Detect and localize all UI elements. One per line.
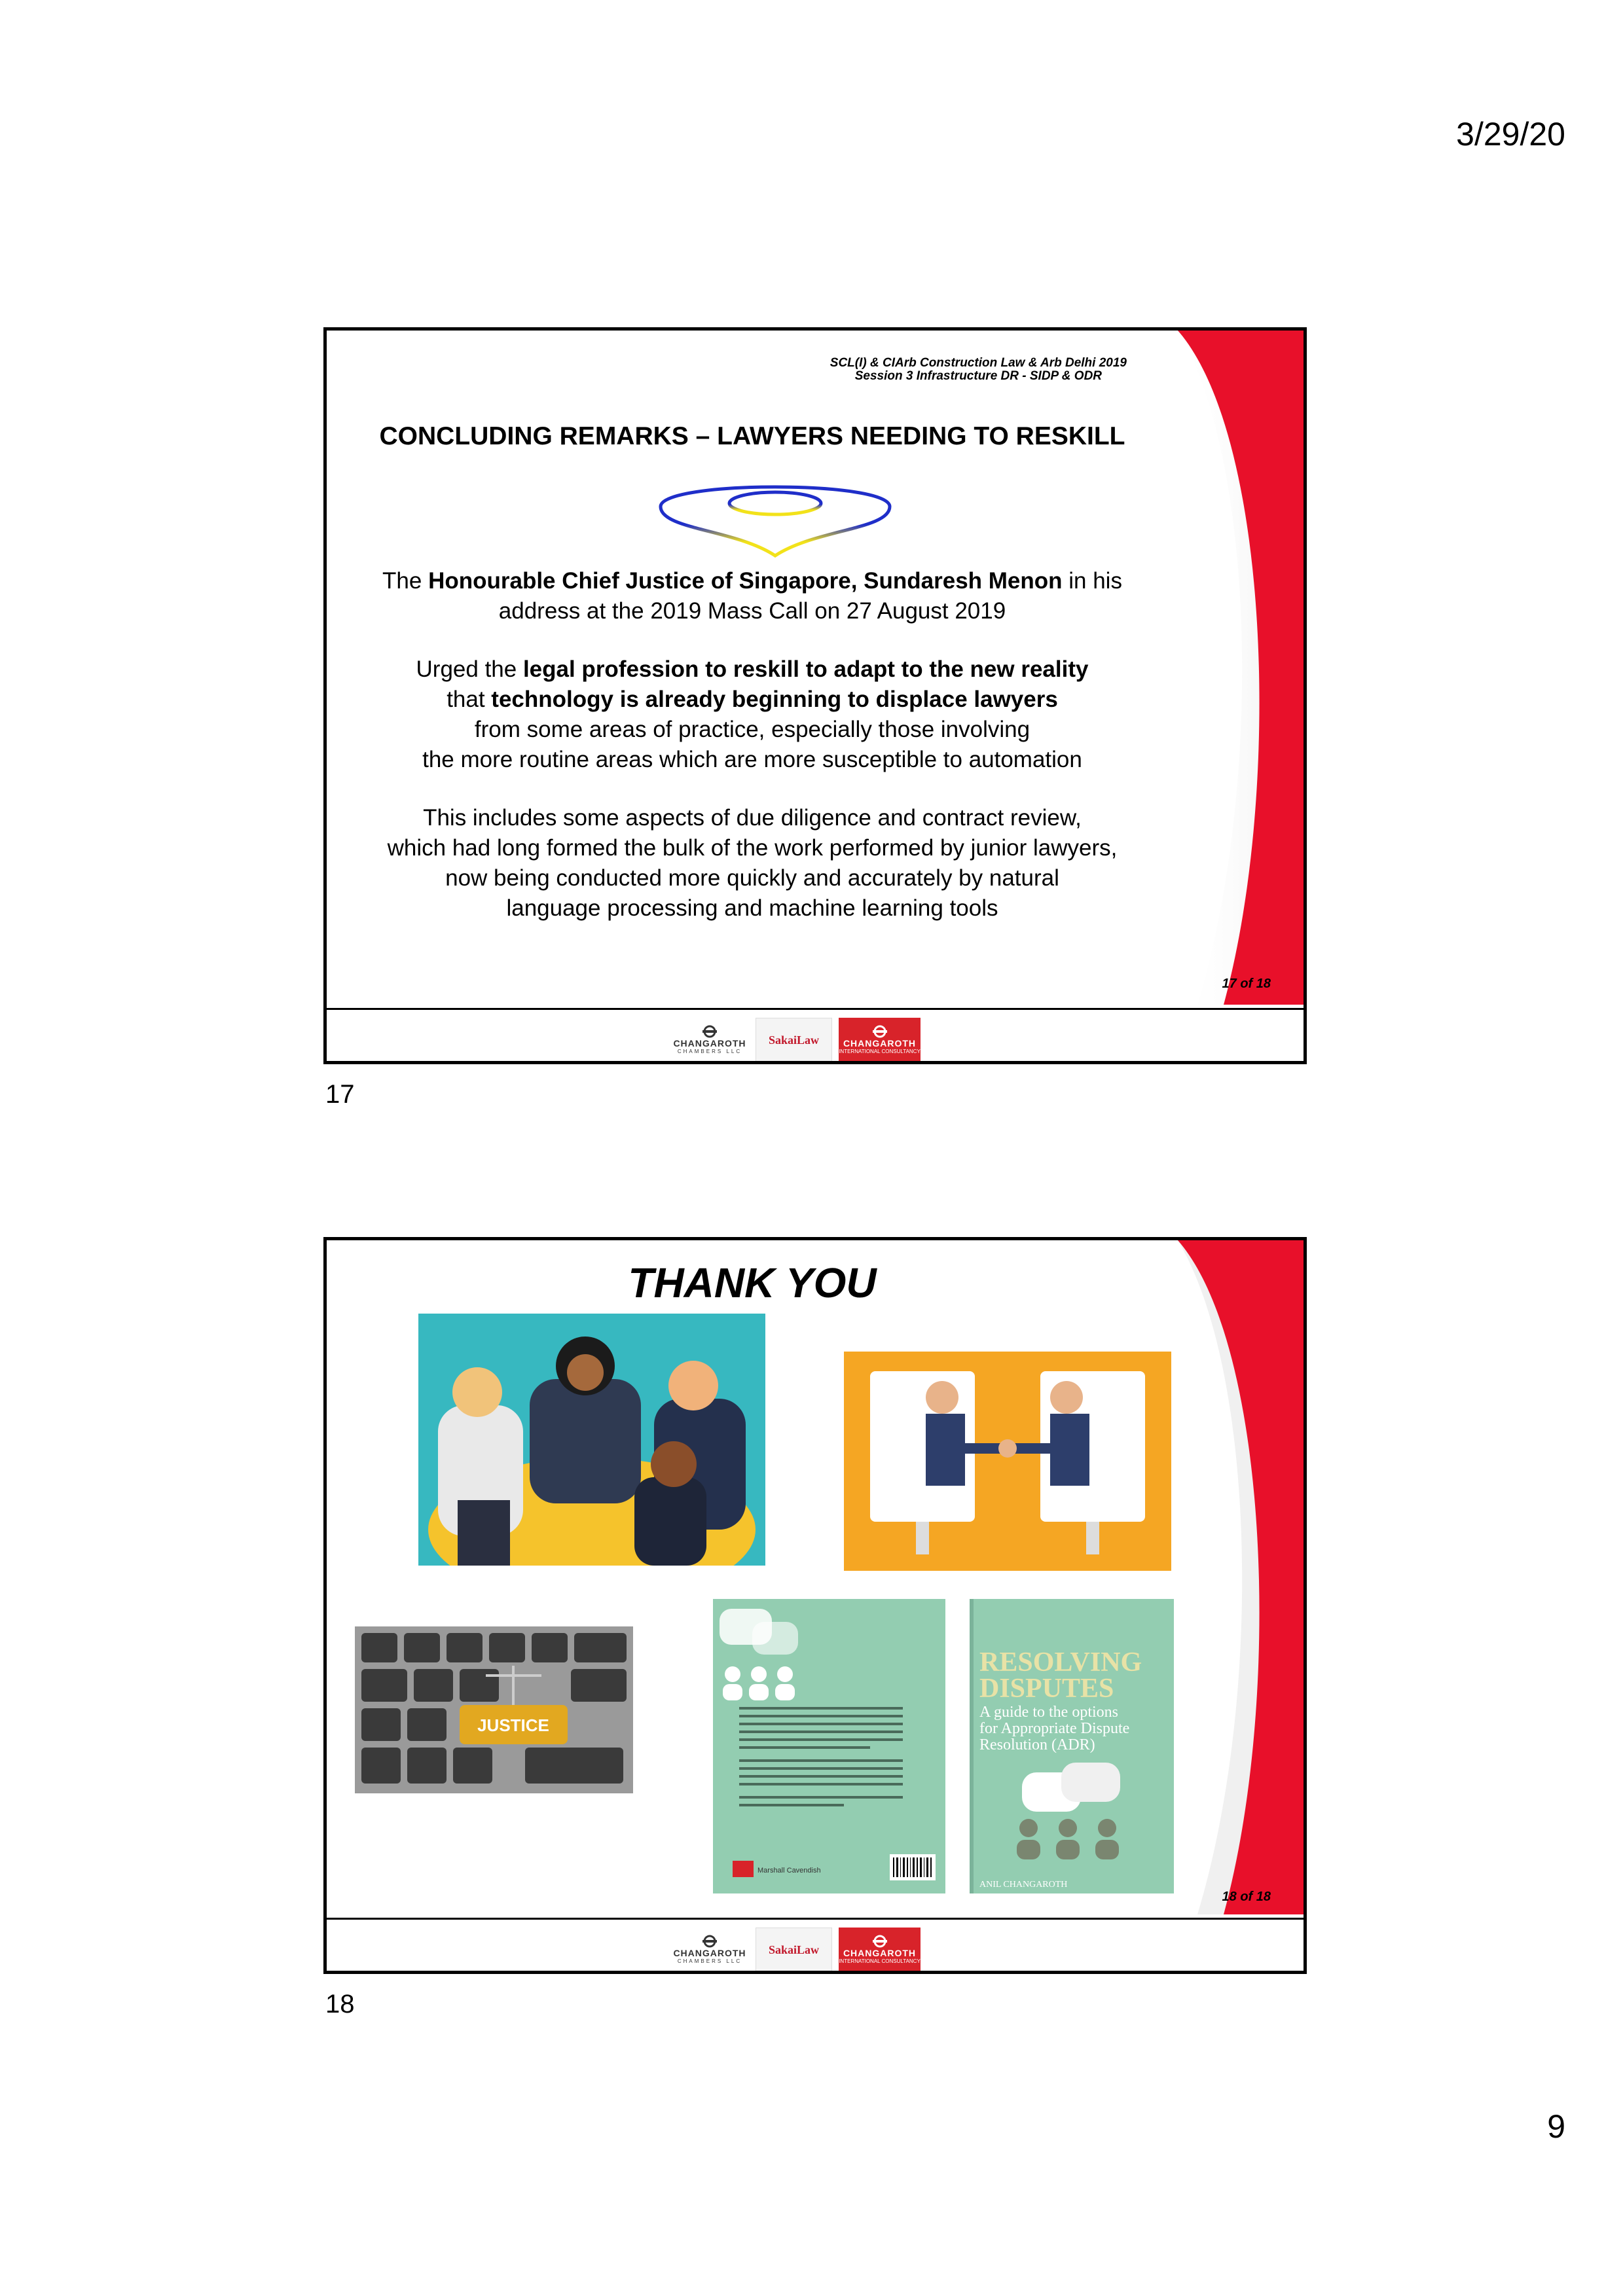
handshake-illustration [844,1352,1171,1571]
paragraph-chief-justice: The Honourable Chief Justice of Singapore, Sundaresh Menon in his address at the 2019 Mass Call on 27 August 2019 [382,568,1122,624]
page-date: 3/29/20 [1456,116,1565,152]
slide-number-17: 17 [325,1080,355,1109]
slide-number-18: 18 [325,1990,355,2018]
book-author: ANIL CHANGAROTH [979,1880,1068,1890]
paragraph-reskill: Urged the legal profession to reskill to adapt to the new reality that technology is already beginning to displace lawyers from some areas of practice, especially those involving the more routine areas which are more susceptible to automation [416,656,1089,772]
changaroth-international-logo: CHANGAROTH INTERNATIONAL CONSULTANCY [839,1018,921,1061]
slide-18 [323,1237,1307,1974]
footer-logos [670,1928,921,1973]
changaroth-chambers-logo: CHANGAROTH CHAMBERS LLC [670,1018,749,1061]
justice-key-label: JUSTICE [477,1715,549,1735]
changaroth-international-logo: CHANGAROTH INTERNATIONAL CONSULTANCY [839,1928,921,1971]
changaroth-mark-icon [701,1935,718,1948]
book-title-line2: DISPUTES [979,1674,1114,1704]
slide-17 [323,327,1307,1064]
justice-keyboard-photo [355,1626,633,1793]
changaroth-intl-mark-icon [871,1935,888,1948]
book-subtitle-line1: A guide to the options [979,1704,1118,1721]
book-subtitle-line2: for Appropriate Dispute [979,1720,1130,1737]
sakai-law-logo: SakaiLaw [756,1018,832,1062]
publisher-label: Marshall Cavendish [757,1867,821,1874]
thank-you-title: THANK YOU [628,1259,877,1306]
footer-divider [327,1008,1304,1010]
footer-logos [670,1018,921,1064]
sakai-law-logo: SakaiLaw [756,1928,832,1972]
book-back-cover [713,1599,945,1893]
book-subtitle-line3: Resolution (ADR) [979,1736,1095,1753]
slide-page-tag: 18 of 18 [1222,1890,1271,1904]
changaroth-intl-mark-icon [871,1025,888,1038]
footer-divider [327,1918,1304,1920]
team-meeting-illustration [418,1314,765,1566]
header-reference: SCL(I) & CIArb Construction Law & Arb Delhi 2019 Session 3 Infrastructure DR - SIDP & ODR [830,356,1127,383]
book-title-line1: RESOLVING [979,1647,1142,1677]
paragraph-automation: This includes some aspects of due diligence and contract review, which had long formed the bulk of the work performed by junior lawyers, now being conducted more quickly and accurately by natural language processing and machine learning tools [387,805,1118,921]
slide-title: CONCLUDING REMARKS – LAWYERS NEEDING TO RESKILL [379,422,1125,450]
page-number: 9 [1547,2108,1565,2145]
changaroth-mark-icon [701,1025,718,1038]
slide-page-tag: 17 of 18 [1222,977,1271,991]
changaroth-chambers-logo: CHANGAROTH CHAMBERS LLC [670,1928,749,1971]
book-front-cover [970,1599,1174,1893]
decorative-ring-icon [657,471,893,562]
